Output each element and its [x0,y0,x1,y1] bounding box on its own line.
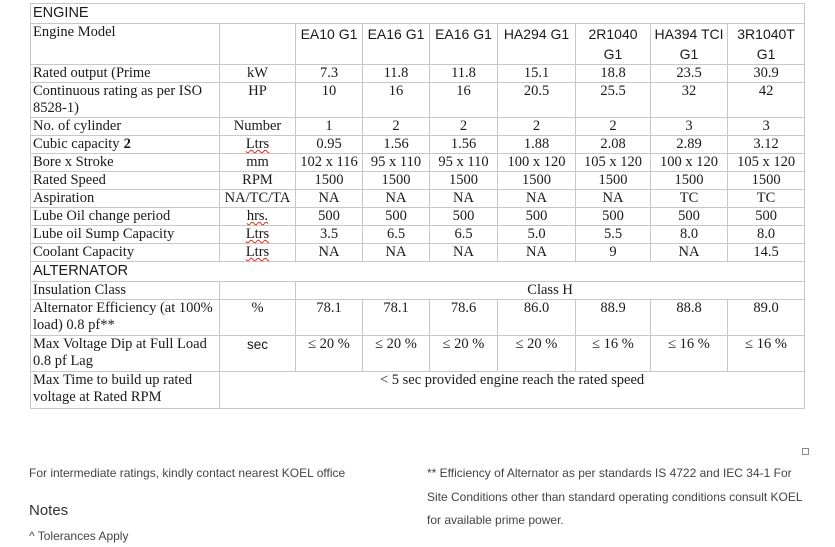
alternator-section-header: ALTERNATOR [31,262,805,282]
spec-value: 105 x 120 [576,154,651,172]
spec-value: 32 [651,83,728,118]
spec-value: 500 [430,208,498,226]
spec-value: 95 x 110 [363,154,430,172]
spec-value: NA [363,244,430,262]
spec-value: 6.5 [430,226,498,244]
row-label [31,172,220,190]
spec-value: NA [498,190,576,208]
spec-value: 1500 [363,172,430,190]
voltage-dip-value: ≤ 20 % [363,336,430,372]
spec-value: 0.95 [296,136,363,154]
row-label [31,244,220,262]
spec-value: 8.0 [651,226,728,244]
engine-model-label: Engine Model [31,24,220,65]
spec-value: 500 [651,208,728,226]
efficiency-footnote-line2: Site Conditions other than standard operating conditions consult KOEL [427,490,803,504]
spec-value: 11.8 [430,65,498,83]
row-label: Max Time to build up rated voltage at Rated RPM [31,372,220,409]
row-label [31,118,220,136]
engine-row [31,83,805,118]
spec-value: NA [576,190,651,208]
spec-value: 2 [430,118,498,136]
row-label: Alternator Efficiency (at 100% load) 0.8 pf** [31,300,220,336]
spec-value: 16 [363,83,430,118]
unit-cell: Ltrs [220,136,296,154]
engine-row [31,208,805,226]
row-label: Max Voltage Dip at Full Load 0.8 pf Lag [31,336,220,372]
efficiency-value: 78.1 [363,300,430,336]
unit-header-cell [220,24,296,65]
efficiency-value: 89.0 [728,300,805,336]
row-label-text: Aspiration [33,190,95,206]
row-label [31,226,220,244]
voltage-dip-value: ≤ 16 % [728,336,805,372]
spec-value: 500 [498,208,576,226]
row-label-text: No. of cylinder [33,118,122,134]
spec-value: 5.5 [576,226,651,244]
table-resize-handle[interactable] [802,448,809,455]
spec-value: 1500 [498,172,576,190]
row-label [31,65,220,83]
spec-value: 2 [576,118,651,136]
efficiency-value: 78.6 [430,300,498,336]
efficiency-row [31,300,805,336]
row-label [31,136,220,154]
spec-value: 100 x 120 [651,154,728,172]
engine-spec-table [30,3,805,409]
unit-cell: Ltrs [220,226,296,244]
model-header: HA394 TCI G1 [651,24,728,65]
row-label-text: Rated output (Prime [33,65,151,81]
row-label [31,190,220,208]
spec-value: 42 [728,83,805,118]
voltage-dip-value: ≤ 20 % [498,336,576,372]
efficiency-value: 88.8 [651,300,728,336]
unit-cell: HP [220,83,296,118]
spec-value: NA [498,244,576,262]
spec-value: 20.5 [498,83,576,118]
unit-cell: Ltrs [220,244,296,262]
build-up-row [31,372,805,409]
spec-value: 500 [728,208,805,226]
insulation-row [31,282,805,300]
row-label-suffix: 2 [123,136,131,152]
unit-cell: NA/TC/TA [220,190,296,208]
spec-value: 1500 [651,172,728,190]
spec-value: 500 [576,208,651,226]
spec-value: 1.56 [430,136,498,154]
spec-value: 8.0 [728,226,805,244]
spec-value: 3 [728,118,805,136]
build-up-value: < 5 sec provided engine reach the rated speed [220,372,805,409]
row-label [31,154,220,172]
unit-cell [220,282,296,300]
engine-row [31,154,805,172]
spec-value: 102 x 116 [296,154,363,172]
engine-section-header: ENGINE [31,4,805,24]
spec-value: 1.56 [363,136,430,154]
tolerances-note: ^ Tolerances Apply [29,529,129,543]
notes-heading: Notes [29,502,69,519]
spec-value: 9 [576,244,651,262]
row-label-text: Cubic capacity [33,136,120,152]
row-label-text: Continuous rating as per ISO 8528-1) [33,83,203,116]
spec-value: 15.1 [498,65,576,83]
spec-value: 14.5 [728,244,805,262]
spec-value: NA [363,190,430,208]
spec-value: 16 [430,83,498,118]
spec-value: 1500 [728,172,805,190]
row-label-text: Lube Oil change period [33,208,171,224]
spec-value: 11.8 [363,65,430,83]
spec-value: 30.9 [728,65,805,83]
efficiency-value: 88.9 [576,300,651,336]
model-header: 3R1040T G1 [728,24,805,65]
spec-value: 2 [498,118,576,136]
efficiency-footnote-line3: for available prime power. [427,513,564,527]
spec-value: 2.89 [651,136,728,154]
spec-value: NA [296,244,363,262]
unit-cell: Number [220,118,296,136]
spec-value: NA [296,190,363,208]
spec-value: 5.0 [498,226,576,244]
spec-value: 2.08 [576,136,651,154]
engine-row [31,244,805,262]
spec-value: 25.5 [576,83,651,118]
model-header: EA16 G1 [430,24,498,65]
spec-value: NA [430,190,498,208]
model-header: EA16 G1 [363,24,430,65]
unit-cell: sec [220,336,296,372]
efficiency-value: 86.0 [498,300,576,336]
model-header: EA10 G1 [296,24,363,65]
engine-row [31,226,805,244]
spec-value: 1.88 [498,136,576,154]
spec-value: 6.5 [363,226,430,244]
intermediate-ratings-note: For intermediate ratings, kindly contact nearest KOEL office [29,466,346,480]
spec-value: NA [651,244,728,262]
spec-value: 18.8 [576,65,651,83]
row-label-text: Rated Speed [33,172,106,188]
model-header: HA294 G1 [498,24,576,65]
engine-row [31,136,805,154]
spec-value: 500 [296,208,363,226]
spec-value: 23.5 [651,65,728,83]
spec-value: 500 [363,208,430,226]
unit-cell: RPM [220,172,296,190]
voltage-dip-value: ≤ 16 % [651,336,728,372]
spec-value: 2 [363,118,430,136]
spec-value: 105 x 120 [728,154,805,172]
spec-value: 3 [651,118,728,136]
voltage-dip-value: ≤ 20 % [296,336,363,372]
row-label: Insulation Class [31,282,220,300]
row-label-text: Coolant Capacity [33,244,135,260]
voltage-dip-value: ≤ 16 % [576,336,651,372]
spec-value: 7.3 [296,65,363,83]
voltage-dip-value: ≤ 20 % [430,336,498,372]
insulation-class-value: Class H [296,282,805,300]
spec-value: 95 x 110 [430,154,498,172]
model-header-row [31,24,805,65]
spec-value: NA [430,244,498,262]
row-label-text: Lube oil Sump Capacity [33,226,175,242]
row-label-text: Bore x Stroke [33,154,114,170]
row-label [31,83,220,118]
engine-row [31,65,805,83]
engine-row [31,190,805,208]
unit-cell: kW [220,65,296,83]
unit-cell: hrs. [220,208,296,226]
engine-row [31,118,805,136]
spec-value: 100 x 120 [498,154,576,172]
spec-value: 3.12 [728,136,805,154]
spec-value: 1500 [576,172,651,190]
voltage-dip-row [31,336,805,372]
unit-cell: mm [220,154,296,172]
efficiency-footnote-line1: ** Efficiency of Alternator as per standards IS 4722 and IEC 34-1 For [427,466,792,480]
spec-value: TC [651,190,728,208]
spec-value: 1 [296,118,363,136]
spec-value: 3.5 [296,226,363,244]
row-label [31,208,220,226]
spec-value: TC [728,190,805,208]
unit-cell: % [220,300,296,336]
spec-value: 1500 [296,172,363,190]
model-header: 2R1040 G1 [576,24,651,65]
engine-row [31,172,805,190]
efficiency-value: 78.1 [296,300,363,336]
spec-value: 1500 [430,172,498,190]
spec-value: 10 [296,83,363,118]
